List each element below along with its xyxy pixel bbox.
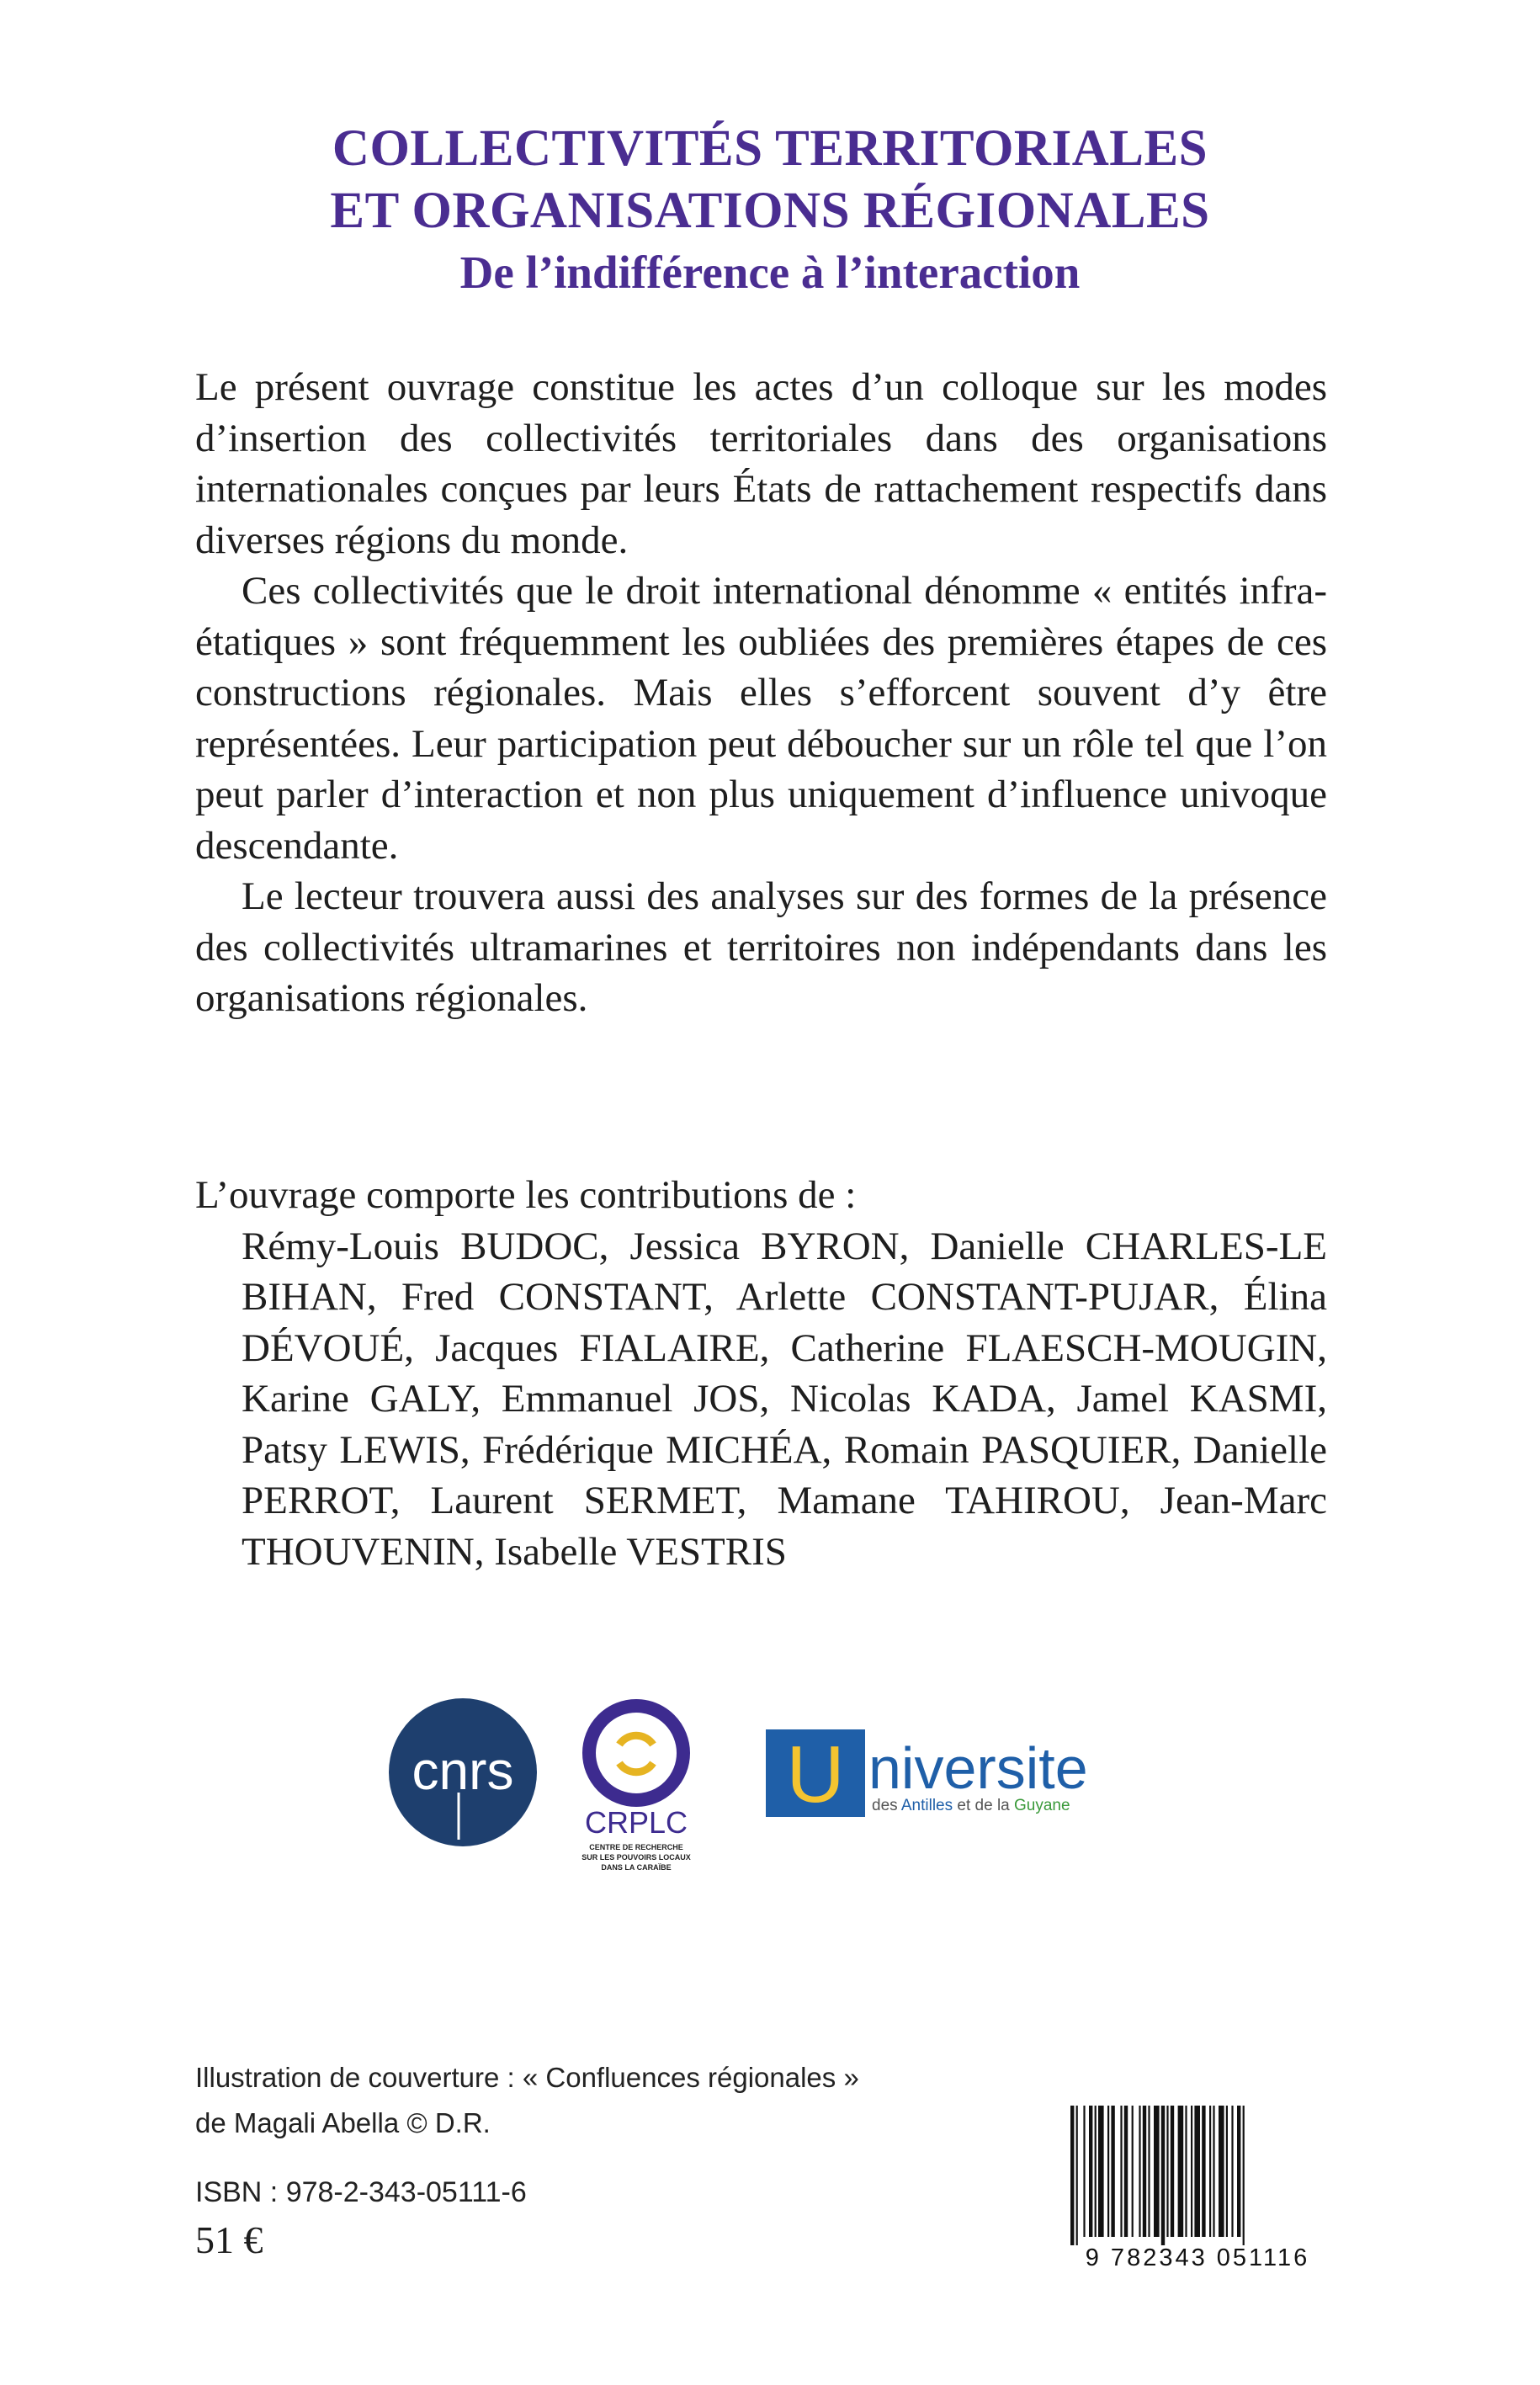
crplc-subtext-1: CENTRE DE RECHERCHE bbox=[589, 1843, 683, 1851]
cover-credit bbox=[195, 2055, 859, 2146]
subtitle: De l’indifférence à l’interaction bbox=[459, 247, 1081, 298]
universite-wordmark: niversite bbox=[868, 1735, 1088, 1801]
contributions-intro: L’ouvrage comporte les contributions de : bbox=[195, 1173, 857, 1217]
barcode-digits: 9 782343 051116 bbox=[1085, 2244, 1310, 2269]
contributors-list: Rémy-Louis BUDOC, Jessica BYRON, Danielle CHARLES-LE BIHAN, Fred CONSTANT, Arlette CONSTANT-PUJAR, Élina DÉVOUÉ, Jacques FIALAIRE, Catherine FLAESCH-MOUGIN, Karine GALY, Emmanuel JOS, Nicolas KADA, Jamel KASMI, Patsy LEWIS, Frédérique MICHÉA, Romain PASQUIER, Danielle PERROT, Laurent SERMET, Mamane TAHIROU, Jean-Marc THOUVENIN, Isabelle VESTRIS bbox=[242, 1224, 1327, 1574]
summary-paragraph-1: Le présent ouvrage constitue les actes d’un colloque sur les modes d’insertion des collectivités territoriales dans des organisations internationales conçues par leurs États de rattachement respectifs dans diverses régions du monde. bbox=[195, 365, 1327, 562]
title-block bbox=[0, 118, 1540, 303]
isbn: ISBN : 978-2-343-05111-6 bbox=[195, 2176, 527, 2208]
summary-text bbox=[195, 362, 1327, 1024]
cnrs-logo-text: cnrs bbox=[412, 1740, 514, 1801]
universite-logo bbox=[766, 1729, 1128, 1822]
cover-credit-line-2: de Magali Abella © D.R. bbox=[195, 2107, 491, 2138]
crplc-logo-text: CRPLC bbox=[584, 1805, 688, 1840]
barcode bbox=[1059, 2101, 1336, 2269]
universite-u: U bbox=[786, 1729, 845, 1819]
crplc-logo bbox=[571, 1696, 702, 1889]
crplc-subtext-3: DANS LA CARAÏBE bbox=[601, 1863, 672, 1872]
title-line-2: ET ORGANISATIONS RÉGIONALES bbox=[330, 183, 1210, 239]
crplc-subtext-2: SUR LES POUVOIRS LOCAUX bbox=[581, 1853, 691, 1862]
cover-credit-line-1: Illustration de couverture : « Confluences régionales » bbox=[195, 2062, 859, 2093]
cnrs-logo bbox=[389, 1698, 537, 1846]
title-line-1: COLLECTIVITÉS TERRITORIALES bbox=[332, 120, 1208, 177]
summary-paragraph-2: Ces collectivités que le droit international dénomme « entités infra-étatiques » sont fréquemment les oubliées des premières étapes de ces constructions régionales. Mais elles s’efforcent souvent d’y être représentées. Leur participation peut déboucher sur un rôle tel que l’on peut parler d’interaction et non plus uniquement d’influence univoque descendante. bbox=[195, 569, 1327, 868]
contributions-block bbox=[195, 1170, 1327, 1577]
summary-paragraph-3: Le lecteur trouvera aussi des analyses sur des formes de la présence des collectivités ultramarines et territoires non indépendants dans les organisations régionales. bbox=[195, 874, 1327, 1020]
universite-subtitle: des Antilles et de la Guyane bbox=[872, 1797, 1070, 1814]
price: 51 € bbox=[195, 2218, 263, 2261]
